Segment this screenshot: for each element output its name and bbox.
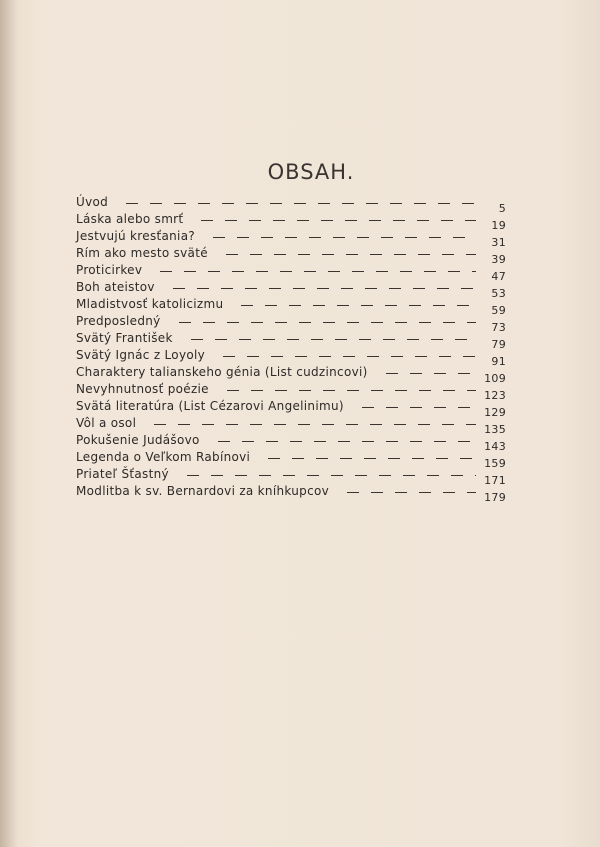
toc-entry-page-number: 53 [491,287,506,300]
toc-entry [76,466,506,487]
dash-leader [213,237,476,238]
dash-leader [218,441,476,442]
toc-entry-page-number: 47 [491,270,506,283]
toc-entry-page-number: 109 [484,372,506,385]
toc-entry [76,228,506,249]
toc-entry-page-number: 73 [491,321,506,334]
dash-leader [160,271,476,272]
toc-entry [76,381,506,402]
dash-leader [126,203,476,204]
toc-entry [76,313,506,334]
toc-entry-page-number: 39 [491,253,506,266]
toc-entry [76,398,506,419]
toc-entry [76,211,506,232]
toc-entry-title: Mladistvosť katolicizmu [76,297,224,311]
toc-entry-page-number: 171 [484,474,506,487]
dash-leader [241,305,476,306]
toc-entry-page-number: 123 [484,389,506,402]
toc-entry [76,330,506,351]
toc-entry [76,245,506,266]
toc-entry-title: Priateľ Šťastný [76,467,169,481]
toc-entry [76,262,506,283]
toc-entry [76,483,506,504]
toc-entry-page-number: 59 [491,304,506,317]
toc-entry [76,364,506,385]
toc-entry-title: Svätá literatúra (List Cézarovi Angelinimu) [76,399,344,413]
toc-entry [76,296,506,317]
dash-leader [179,322,476,323]
toc-entry-title: Predposledný [76,314,161,328]
toc-entry [76,279,506,300]
table-of-contents [76,194,506,504]
dash-leader [173,288,476,289]
toc-entry-title: Boh ateistov [76,280,155,294]
toc-entry-page-number: 135 [484,423,506,436]
toc-entry-page-number: 91 [491,355,506,368]
toc-entry [76,432,506,453]
dash-leader [268,458,476,459]
toc-entry-page-number: 143 [484,440,506,453]
toc-entry-title: Svätý František [76,331,173,345]
toc-entry-title: Láska alebo smrť [76,212,184,226]
toc-entry-title: Úvod [76,195,109,209]
toc-entry [76,194,506,215]
toc-entry-page-number: 19 [491,219,506,232]
toc-entry-title: Modlitba k sv. Bernardovi za kníhkupcov [76,484,330,498]
toc-entry-page-number: 179 [484,491,506,504]
dash-leader [187,475,476,476]
dash-leader [227,390,476,391]
dash-leader [154,424,476,425]
toc-entry-title: Pokušenie Judášovo [76,433,200,447]
toc-entry [76,449,506,470]
toc-entry-title: Jestvujú kresťania? [76,229,196,243]
toc-entry-title: Nevyhnutnosť poézie [76,382,209,396]
dash-leader [226,254,476,255]
toc-entry-title: Charaktery talianskeho génia (List cudzincovi) [76,365,368,379]
page-title: OBSAH. [267,160,355,184]
toc-entry-page-number: 129 [484,406,506,419]
toc-entry-page-number: 159 [484,457,506,470]
dash-leader [201,220,476,221]
toc-entry-title: Rím ako mesto sväté [76,246,208,260]
toc-entry [76,347,506,368]
dash-leader [191,339,476,340]
toc-entry-page-number: 31 [491,236,506,249]
toc-entry-page-number: 5 [498,202,506,215]
gutter-shadow [0,0,18,847]
toc-entry-title: Legenda o Veľkom Rabínovi [76,450,251,464]
toc-entry-title: Vôl a osol [76,416,137,430]
dash-leader [223,356,476,357]
dash-leader [362,407,476,408]
toc-entry-title: Proticirkev [76,263,143,277]
toc-entry-title: Svätý Ignác z Loyoly [76,348,206,362]
toc-entry-page-number: 79 [491,338,506,351]
toc-entry [76,415,506,436]
dash-leader [386,373,476,374]
dash-leader [347,492,476,493]
